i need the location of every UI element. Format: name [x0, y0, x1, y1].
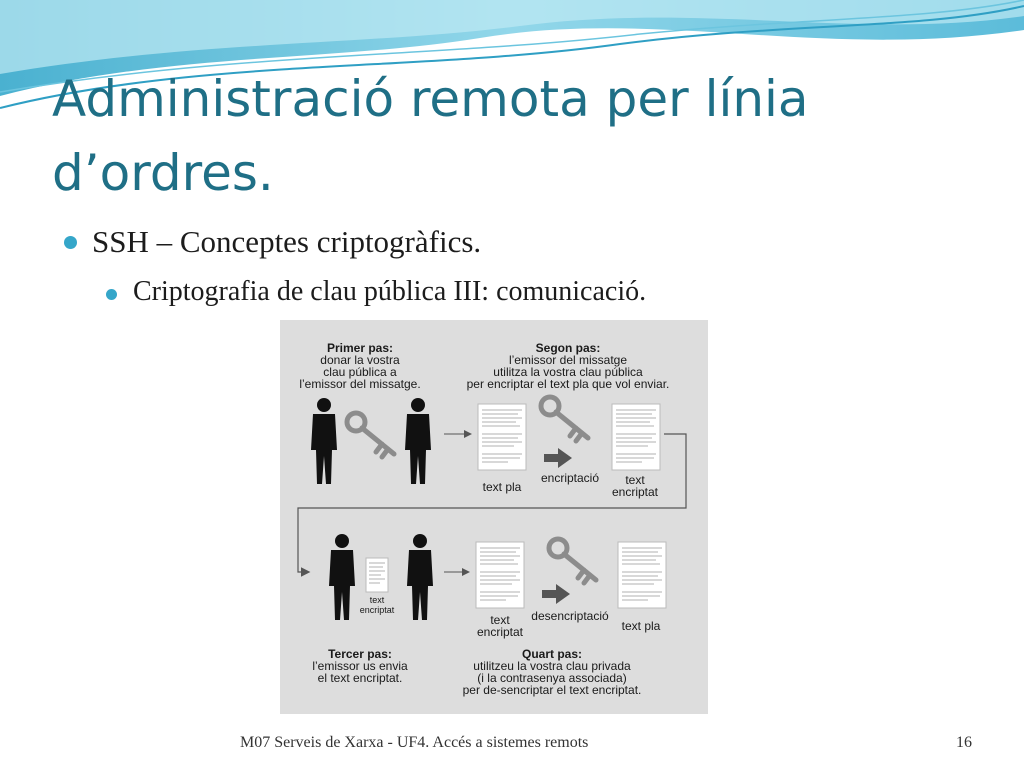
step3-caption: [312, 647, 408, 685]
person-silhouette: [407, 534, 433, 620]
slide-title: Administració remota per línia d’ordres.: [52, 70, 809, 202]
bullet-level-2: Criptografia de clau pública III: comunicació.: [133, 276, 647, 307]
private-key-icon: [549, 539, 596, 583]
step2-line: per encriptar el text pla que vol enviar.: [466, 377, 670, 391]
public-key-communication-diagram: [280, 320, 708, 714]
encrypted-text-document: [476, 542, 524, 608]
step4-caption: [463, 647, 642, 697]
label-encrypted-text: text: [625, 473, 645, 487]
plain-text-document: [618, 542, 666, 608]
person-silhouette: [311, 398, 337, 484]
label-encryption: encriptació: [540, 471, 600, 485]
encrypted-text-document: [612, 404, 660, 470]
bullet-dot: [64, 236, 77, 249]
slide-footer: M07 Serveis de Xarxa - UF4. Accés a sistemes remots: [240, 734, 589, 751]
step3-line: l’emissor us envia: [312, 659, 408, 673]
bullet-level-1: SSH – Conceptes criptogràfics.: [92, 224, 482, 259]
step1-caption: [299, 341, 420, 391]
label-decryption: desencriptació: [531, 609, 609, 623]
step2-line: utilitza la vostra clau pública: [493, 365, 643, 379]
public-key-icon: [347, 413, 394, 457]
label-encrypted-text: text: [490, 613, 510, 627]
page-number: 16: [956, 734, 972, 751]
encrypt-arrow: [544, 448, 572, 468]
step3-line: el text encriptat.: [317, 671, 403, 685]
label-encrypted-text: encriptat: [476, 625, 524, 639]
step4-line: per de-sencriptar el text encriptat.: [462, 683, 642, 697]
step2-caption: [467, 341, 670, 391]
label-encrypted-text-small: encriptat: [359, 605, 395, 615]
step2-heading: Segon pas:: [535, 341, 601, 355]
step1-line: l’emissor del missatge.: [299, 377, 421, 391]
step4-heading: Quart pas:: [521, 647, 583, 661]
label-plain-text: text pla: [621, 619, 661, 633]
step1-line: donar la vostra: [320, 353, 400, 367]
label-plain-text: text pla: [482, 480, 522, 494]
step4-line: (i la contrasenya associada): [477, 671, 627, 685]
step3-heading: Tercer pas:: [328, 647, 392, 661]
person-silhouette: [405, 398, 431, 484]
step1-heading: Primer pas:: [326, 341, 394, 355]
bullet-dot: [106, 289, 117, 300]
step2-line: l’emissor del missatge: [508, 353, 628, 367]
decrypt-arrow: [542, 584, 570, 604]
label-encrypted-text: encriptat: [611, 485, 659, 499]
plain-text-document: [478, 404, 526, 470]
step1-line: clau pública a: [323, 365, 397, 379]
step4-line: utilitzeu la vostra clau privada: [473, 659, 631, 673]
label-encrypted-text-small: text: [369, 595, 385, 605]
person-silhouette: [329, 534, 355, 620]
public-key-icon: [541, 397, 588, 441]
